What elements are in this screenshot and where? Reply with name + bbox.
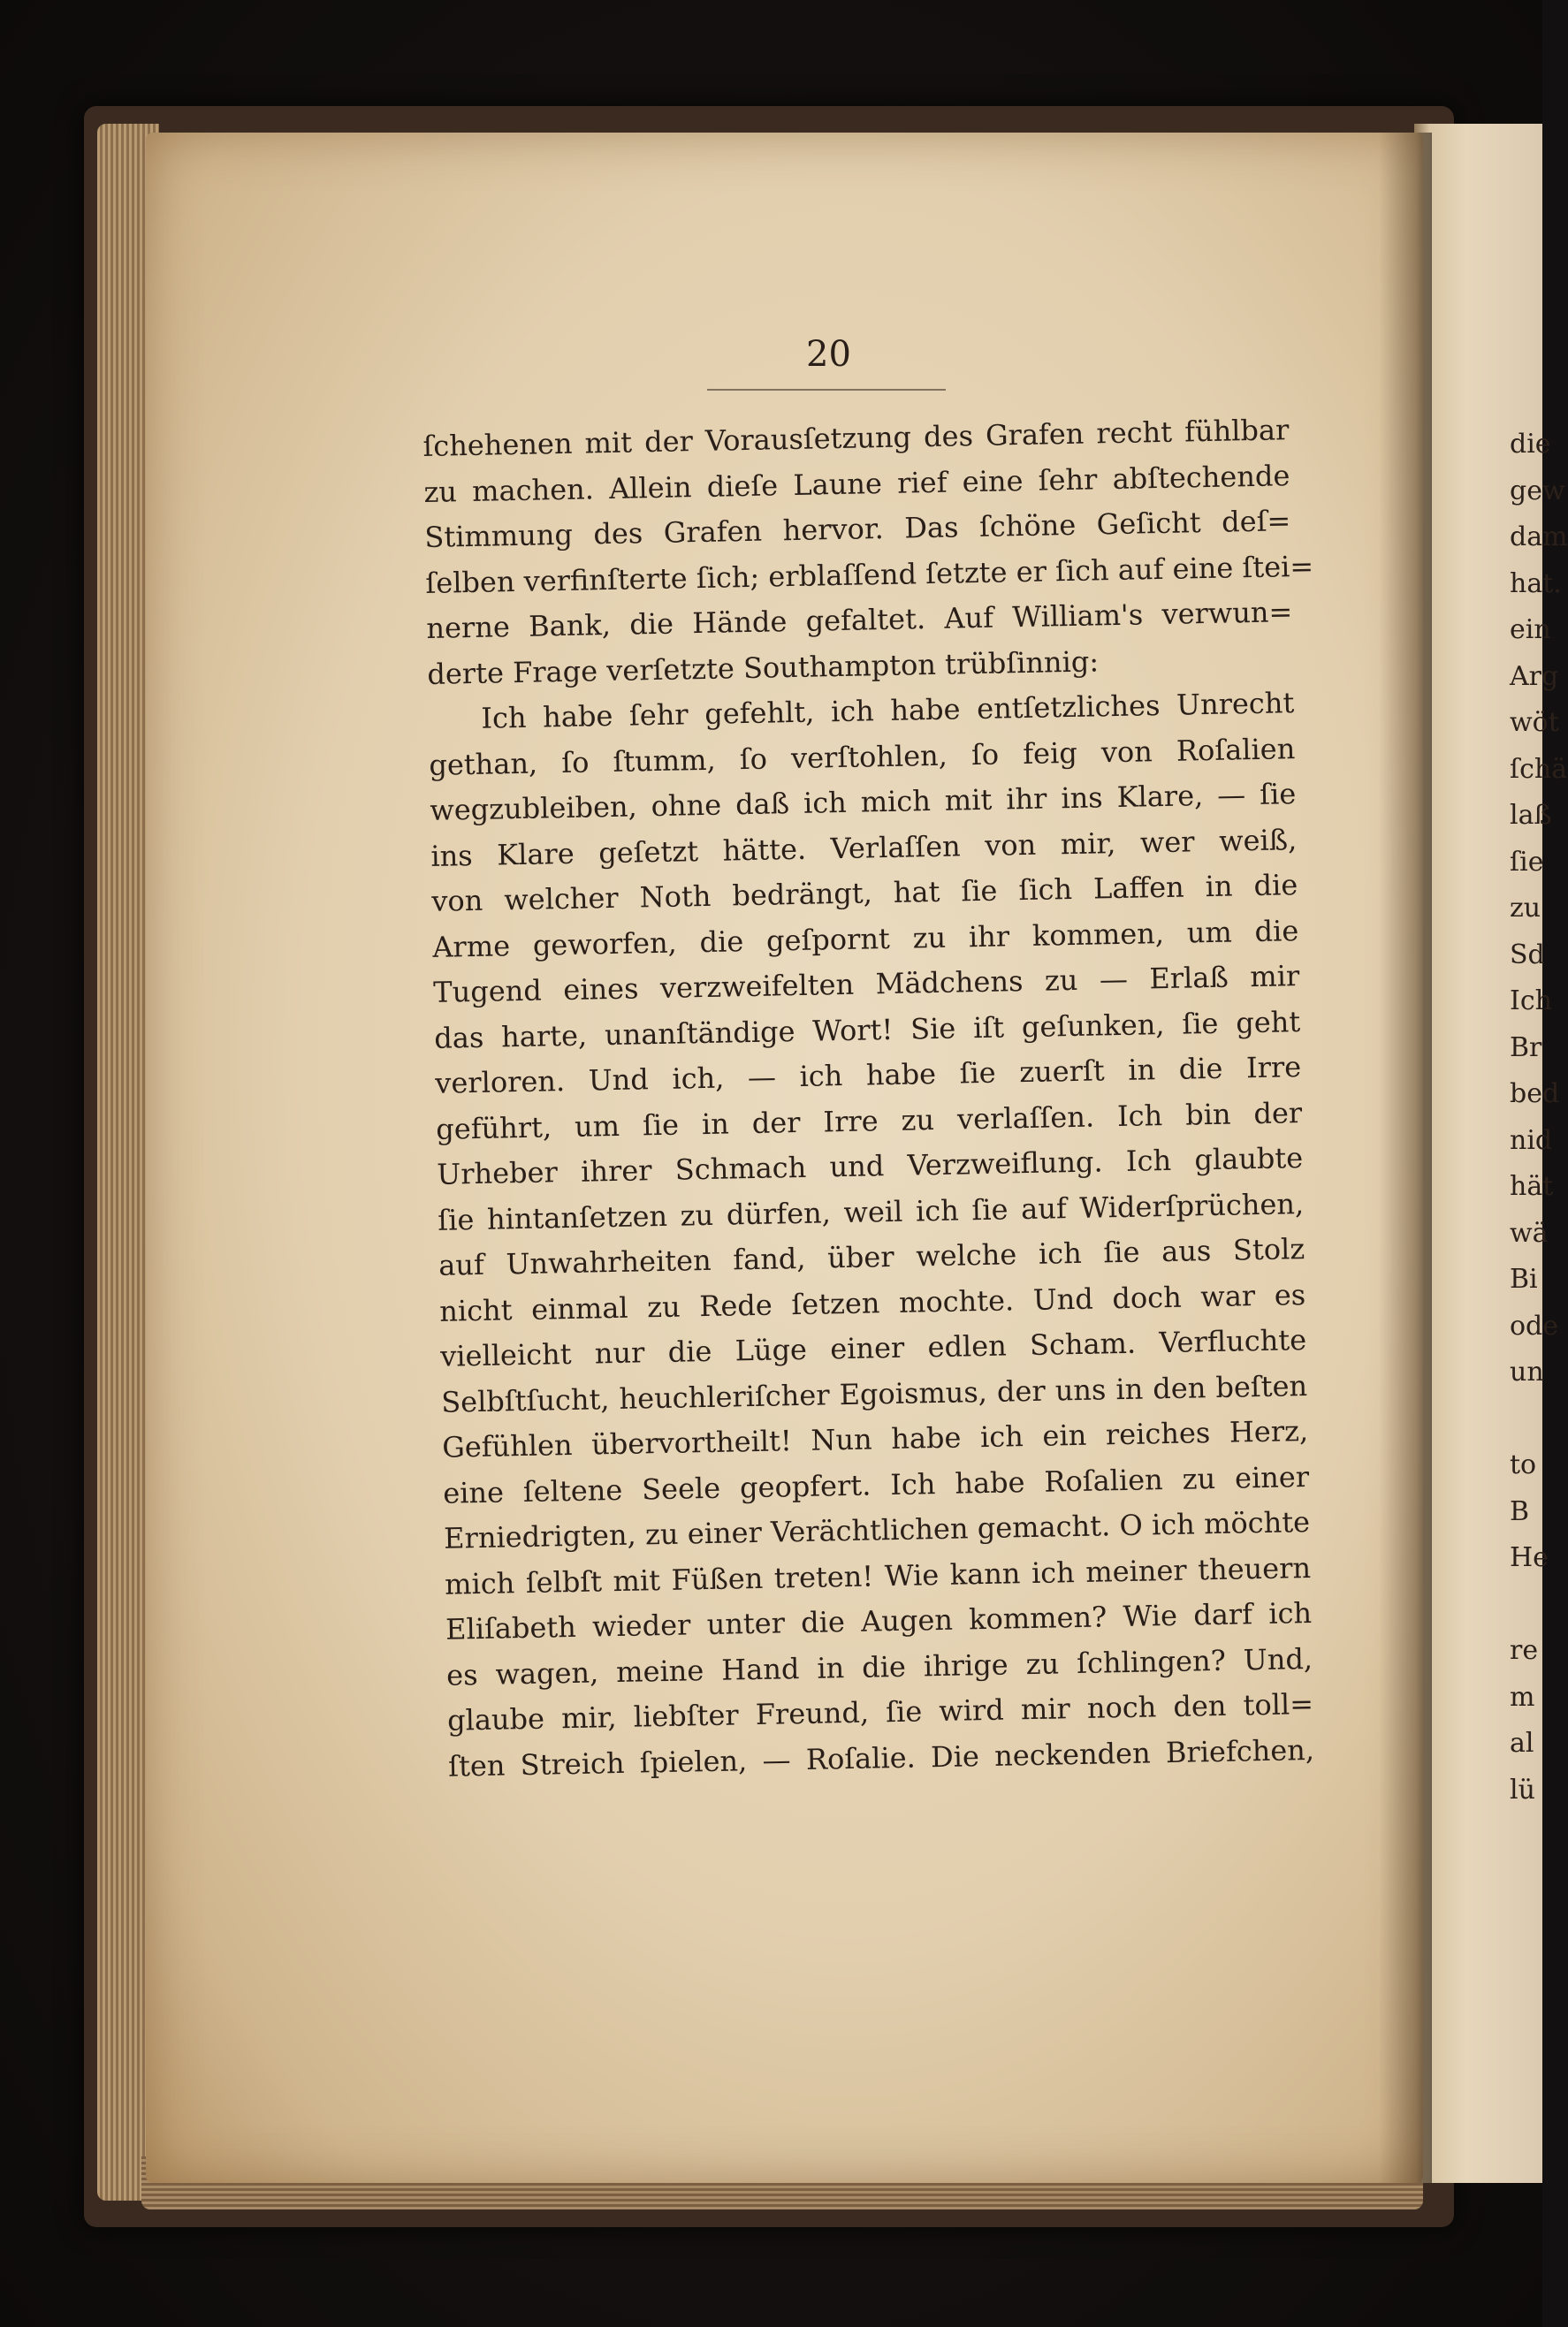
text-line: Erniedrigten, zu einer Verächtlichen gemacht. O ich möchte: [443, 1504, 1311, 1555]
facing-page-fragment: ode: [1510, 1310, 1559, 1342]
facing-page-fragment: Sd: [1510, 939, 1545, 970]
text-line: glaube mir, liebſter Freund, ſie wird mir noch den toll=: [446, 1686, 1314, 1738]
text-line: Tugend eines verzweifelten Mädchens zu — Erlaß mir: [432, 959, 1300, 1009]
text-line: Ich habe ſehr gefehlt, ich habe entſetzliches Unrecht: [481, 686, 1295, 735]
text-line: es wagen, meine Hand in die ihrige zu ſchlingen? Und,: [445, 1641, 1313, 1692]
text-line: Selbſtſucht, heuchleriſcher Egoismus, der uns in den beſten: [440, 1368, 1308, 1419]
facing-page-fragment: Ich: [1510, 985, 1552, 1016]
facing-page-fragment: ſchä: [1510, 753, 1568, 785]
text-line: nicht einmal zu Rede ſetzen mochte. Und doch war es: [438, 1277, 1306, 1328]
facing-page-fragment: bed: [1510, 1078, 1560, 1109]
facing-page-fragment: lü: [1510, 1774, 1535, 1806]
text-line: ſelben verfinſterte ſich; erblaſſend ſetzte er ſich auf eine ſtei=: [425, 549, 1314, 600]
text-line: nerne Bank, die Hände gefaltet. Auf William's verwun=: [426, 595, 1293, 645]
text-line: Gefühlen übervortheilt! Nun habe ich ein reiches Herz,: [441, 1413, 1309, 1464]
facing-page-fragment: B: [1510, 1495, 1530, 1527]
text-line: wegzubleiben, ohne daß ich mich mit ihr ins Klare, — ſie: [430, 777, 1297, 827]
text-line: vielleicht nur die Lüge einer edlen Scham. Verfluchte: [439, 1322, 1307, 1373]
facing-page-fragment: ein: [1510, 614, 1551, 645]
text-line: ſten Streich ſpielen, — Roſalie. Die neckenden Briefchen,: [447, 1732, 1315, 1783]
facing-page-fragment: re: [1510, 1635, 1539, 1666]
gutter-shadow: [1379, 133, 1432, 2183]
facing-page-fragment: m: [1510, 1681, 1535, 1713]
facing-page-fragment: Arg: [1510, 660, 1559, 692]
text-line: auf Unwahrheiten fand, über welche ich ſie aus Stolz: [438, 1232, 1305, 1282]
text-line: das harte, unanſtändige Wort! Sie iſt geſunken, ſie geht: [433, 1004, 1301, 1055]
facing-page-fragment: to: [1510, 1449, 1537, 1480]
facing-page-fragment: ſie: [1510, 846, 1544, 878]
facing-page-fragment: Bi: [1510, 1264, 1538, 1295]
facing-page-fragment: Br: [1510, 1031, 1542, 1063]
text-line: eine ſeltene Seele geopfert. Ich habe Roſalien zu einer: [442, 1459, 1310, 1510]
facing-page-fragment: die: [1510, 429, 1551, 460]
facing-page-fragment: dam: [1510, 521, 1568, 552]
text-line: Arme geworfen, die geſpornt zu ihr kommen, um die: [431, 913, 1299, 964]
facing-page-fragment: hat.: [1510, 567, 1562, 599]
facing-page-fragment: He: [1510, 1542, 1549, 1573]
text-line: ſie hintanſetzen zu dürfen, weil ich ſie auf Widerſprüchen,: [437, 1186, 1305, 1237]
text-line: derte Frage verſetzte Southampton trübſinnig:: [427, 643, 1100, 691]
facing-page-fragment: hät: [1510, 1171, 1554, 1202]
text-line: gethan, ſo ſtumm, ſo verſtohlen, ſo feig von Roſalien: [429, 731, 1296, 782]
facing-page-fragment: wöt: [1510, 707, 1559, 738]
body-text: [422, 407, 1314, 1790]
text-line: mich ſelbſt mit Füßen treten! Wie kann ich meiner theuern: [444, 1550, 1312, 1601]
facing-page-fragment: nid: [1510, 1124, 1553, 1156]
facing-page-fragment: gew: [1510, 475, 1565, 506]
text-line: ſchehenen mit der Vorausſetzung des Grafen recht fühlbar: [422, 413, 1290, 463]
facing-page-fragment: laß: [1510, 800, 1552, 831]
facing-page: [1414, 124, 1568, 2183]
text-line: verloren. Und ich, — ich habe ſie zuerſt in die Irre: [434, 1050, 1302, 1100]
facing-page-fragment: zu: [1510, 893, 1541, 924]
text-line: zu machen. Allein dieſe Laune rief eine ſehr abſtechende: [423, 458, 1290, 509]
page-number: 20: [806, 334, 851, 375]
text-line: Stimmung des Grafen hervor. Das ſchöne Geſicht deſ=: [424, 504, 1291, 554]
facing-page-fragment: un: [1510, 1357, 1544, 1388]
text-line: geführt, um ſie in der Irre zu verlaſſen. Ich bin der: [435, 1095, 1303, 1146]
facing-page-fragment: wä: [1510, 1217, 1549, 1249]
text-line: von welcher Noth bedrängt, hat ſie ſich Laffen in die: [431, 868, 1298, 918]
facing-page-fragment: al: [1510, 1728, 1534, 1759]
text-line: ins Klare geſetzt hätte. Verlaſſen von mir, wer weiß,: [430, 822, 1298, 873]
page-number-rule: [707, 389, 946, 391]
text-line: Eliſabeth wieder unter die Augen kommen? Wie darf ich: [445, 1595, 1313, 1646]
text-line: Urheber ihrer Schmach und Verzweiflung. Ich glaubte: [436, 1141, 1304, 1191]
